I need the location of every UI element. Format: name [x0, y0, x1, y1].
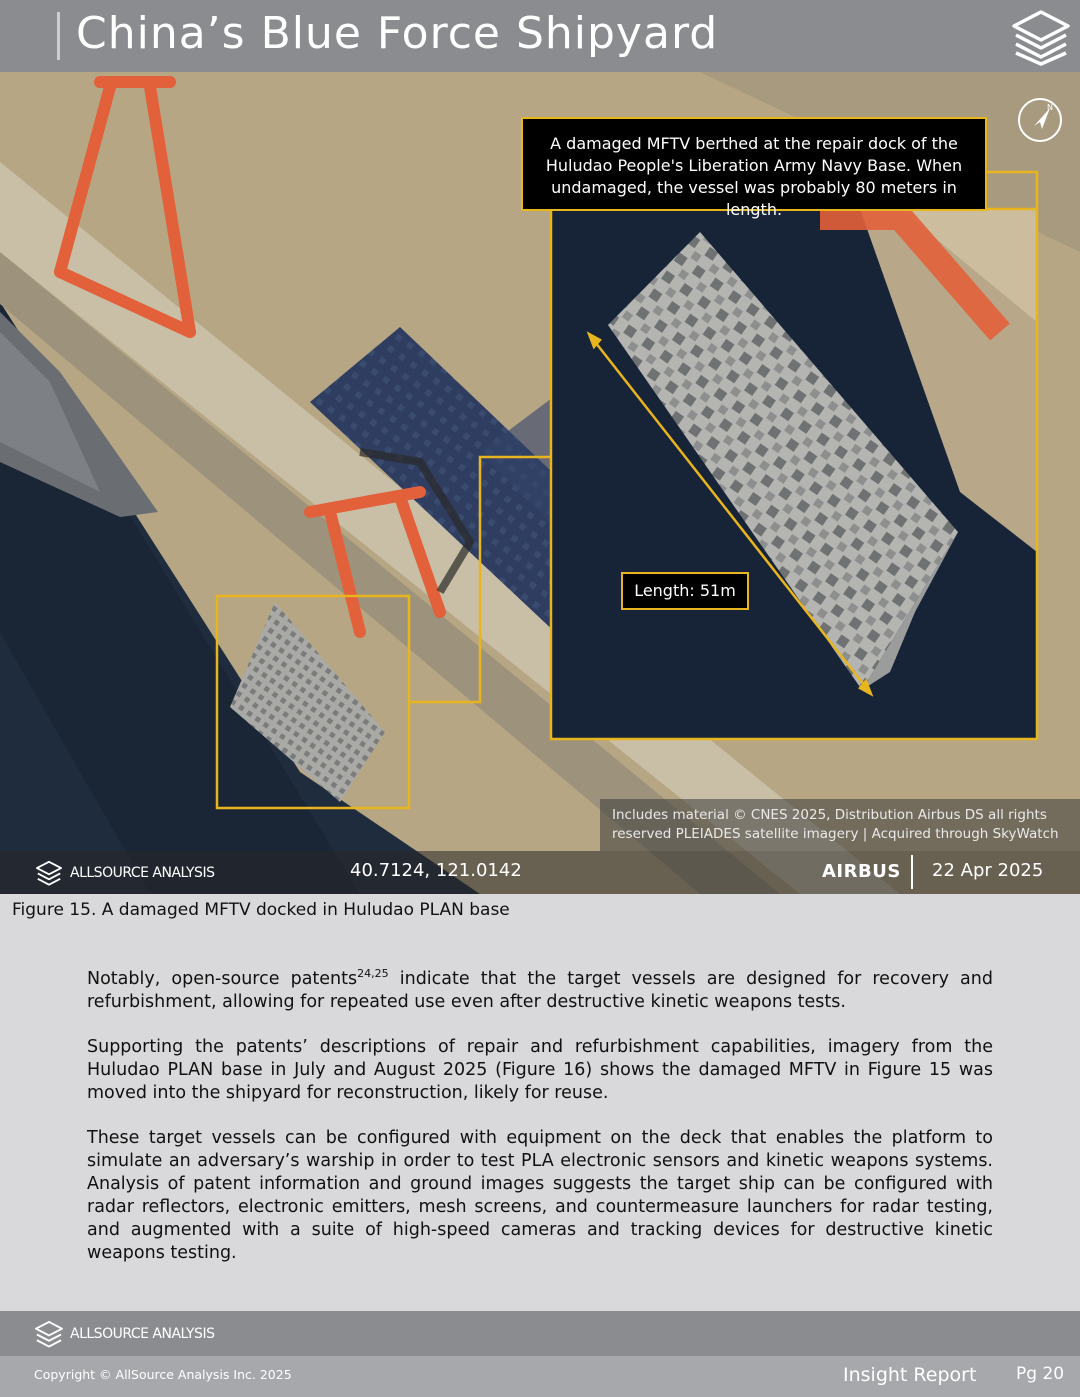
figure-caption: Figure 15. A damaged MFTV docked in Huludao PLAN base: [12, 900, 510, 920]
copyright-notice: Copyright © AllSource Analysis Inc. 2025: [34, 1367, 292, 1382]
report-name: Insight Report: [843, 1364, 977, 1386]
page-number: Pg 20: [1016, 1364, 1065, 1384]
footer-bottom: [0, 1356, 1080, 1397]
footer-band: [0, 1311, 1080, 1356]
allsource-logo: [34, 860, 214, 886]
credit-line-2: reserved PLEIADES satellite imagery | Acquired through SkyWatch: [612, 826, 1059, 842]
imagery-footer-bar: [0, 851, 1080, 894]
length-callout: Length: 51m: [621, 572, 749, 610]
stacked-layers-icon: [34, 1320, 64, 1348]
citation-superscript: 24,25: [357, 967, 389, 981]
allsource-wordmark: ALLSOURCE ANALYSIS: [70, 865, 215, 881]
imagery-credit: [600, 799, 1080, 851]
body-text: [87, 968, 993, 1287]
stacked-layers-icon: [34, 860, 64, 886]
paragraph-3: These target vessels can be configured with equipment on the deck that enables the platform to simulate an adversary’s warship in order to test PLA electronic sensors and kinetic weapons systems. Analysis of patent information and ground images suggests the target ship can be configured with radar reflectors, electronic emitters, mesh screens, and countermeasure launchers for radar testing, and augmented with a suite of high-speed cameras and tracking devices for destructive kinetic weapons testing.: [87, 1128, 993, 1263]
acquisition-date: 22 Apr 2025: [932, 860, 1044, 881]
coordinates-readout: 40.7124, 121.0142: [350, 860, 522, 881]
paragraph-2: Supporting the patents’ descriptions of repair and refurbishment capabilities, imagery from the Huludao PLAN base in July and August 2025 (Figure 16) shows the damaged MFTV in Figure 15 was moved into the shipyard for reconstruction, likely for reuse.: [87, 1037, 993, 1103]
footer-allsource-logo: [34, 1320, 214, 1348]
paragraph-1: Notably, open-source patents$^{24,25}$ indicate that the target vessels are designed for recovery and refurbishment, allowing for repeated use even after destructive kinetic weapons tests.: [87, 967, 993, 1012]
vessel-callout: A damaged MFTV berthed at the repair dock of the Huludao People's Liberation Army Navy Base. When undamaged, the vessel was probably 80 meters in length.: [521, 117, 987, 211]
north-arrow-icon: [1016, 96, 1064, 144]
credit-line-1: Includes material © CNES 2025, Distribution Airbus DS all rights: [612, 807, 1047, 823]
stacked-layers-icon: [1010, 8, 1072, 66]
page-header: [0, 0, 1080, 72]
footer-wordmark: ALLSOURCE ANALYSIS: [70, 1326, 215, 1342]
title-accent-bar: [57, 12, 60, 60]
satellite-image: [0, 72, 1080, 894]
footer-divider: [911, 855, 913, 889]
page-title: China’s Blue Force Shipyard: [76, 8, 719, 59]
svg-text:N: N: [1047, 103, 1053, 112]
airbus-logo: AIRBUS: [822, 861, 901, 882]
